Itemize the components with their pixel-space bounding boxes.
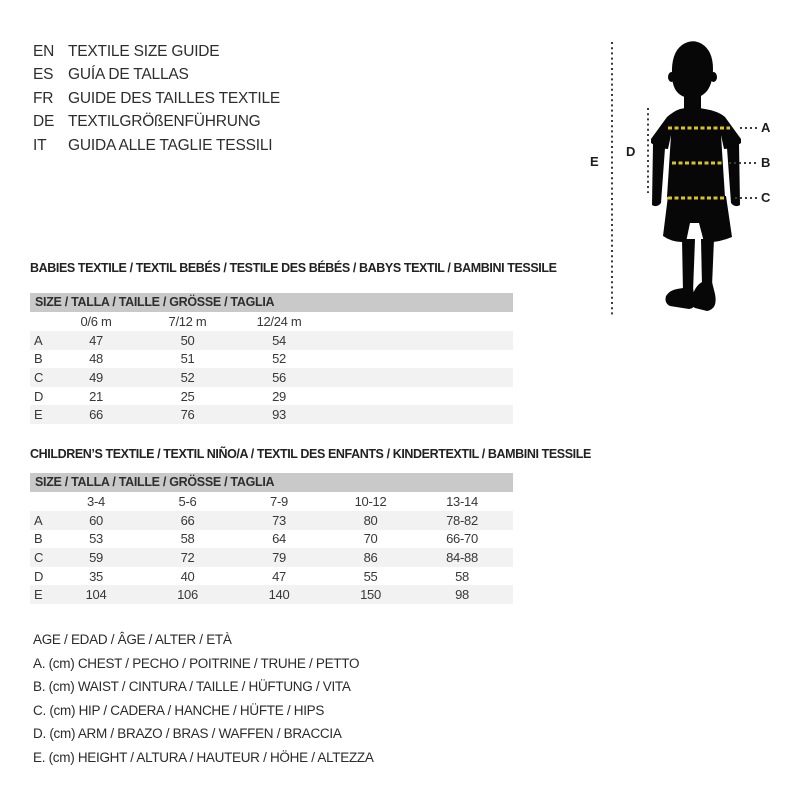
value-cell: 52 (180, 369, 195, 385)
value-cell: 72 (180, 549, 195, 565)
row-label-cell: B (34, 531, 43, 547)
measure-label-b: B (761, 155, 771, 170)
table-row (30, 567, 513, 586)
row-label-cell: C (34, 369, 44, 385)
row-label-cell: C (34, 549, 44, 565)
value-cell: 104 (85, 587, 107, 603)
column-header-cell: 5-6 (178, 494, 197, 509)
value-cell: 73 (272, 512, 286, 528)
table-row (30, 405, 513, 424)
table-row (30, 368, 513, 387)
language-title: TEXTILGRÖßENFÜHRUNG (68, 113, 261, 131)
table-row (30, 331, 513, 350)
measurement-legend (33, 628, 374, 769)
measure-label-d: D (626, 144, 636, 159)
row-label-cell: A (34, 512, 43, 528)
value-cell: 58 (455, 568, 469, 584)
language-code: ES (33, 66, 54, 84)
table-column-header-row (30, 492, 513, 511)
table-row (30, 350, 513, 369)
value-cell: 80 (363, 512, 378, 528)
value-cell: 60 (89, 512, 103, 528)
value-cell: 106 (177, 587, 198, 603)
measure-label-a: A (761, 120, 771, 135)
row-label-cell: A (34, 332, 43, 348)
column-header-cell: 7-9 (270, 494, 288, 509)
language-title: GUÍA DE TALLAS (68, 66, 189, 84)
value-cell: 66 (89, 407, 103, 423)
value-cell: 51 (180, 351, 195, 367)
value-cell: 53 (89, 531, 103, 547)
value-cell: 84-88 (446, 549, 478, 565)
language-row (33, 134, 280, 158)
language-code: EN (33, 42, 55, 60)
row-label-cell: B (34, 351, 43, 367)
value-cell: 29 (272, 388, 286, 404)
value-cell: 54 (272, 332, 286, 348)
legend-line: D. (cm) ARM / BRAZO / BRAS / WAFFEN / BRACCIA (33, 726, 342, 742)
row-label-cell: E (34, 587, 43, 603)
column-header-cell: 3-4 (87, 494, 105, 509)
value-cell: 50 (180, 332, 195, 348)
language-title: TEXTILE SIZE GUIDE (68, 42, 220, 60)
value-cell: 64 (272, 531, 286, 547)
column-header-cell: 12/24 m (256, 314, 302, 329)
value-cell: 21 (89, 388, 103, 404)
children-table-title: CHILDREN’S TEXTILE / TEXTIL NIÑO/A / TEXTIL DES ENFANTS / KINDERTEXTIL / BAMBINI TESSILE (30, 447, 591, 461)
child-silhouette (651, 41, 741, 311)
babies-size-table (30, 260, 557, 424)
babies-table-grid (30, 312, 513, 424)
legend-line: AGE / EDAD / ÂGE / ALTER / ETÀ (33, 632, 232, 648)
value-cell: 40 (180, 568, 195, 584)
value-cell: 140 (268, 587, 290, 603)
language-row (33, 87, 280, 111)
column-header-cell: 7/12 m (168, 314, 207, 329)
value-cell: 70 (363, 531, 378, 547)
legend-line: A. (cm) CHEST / PECHO / POITRINE / TRUHE / PETTO (33, 655, 360, 671)
measure-label-c: C (761, 190, 771, 205)
table-row (30, 585, 513, 604)
legend-line: B. (cm) WAIST / CINTURA / TAILLE / HÜFTUNG / VITA (33, 679, 351, 695)
child-silhouette-diagram (585, 25, 800, 325)
value-cell: 79 (272, 549, 286, 565)
value-cell: 66 (180, 512, 195, 528)
value-cell: 58 (180, 531, 195, 547)
value-cell: 35 (89, 568, 103, 584)
value-cell: 78-82 (446, 512, 478, 528)
value-cell: 86 (363, 549, 378, 565)
language-row (33, 111, 280, 135)
column-header-cell: 10-12 (354, 494, 387, 509)
babies-table-header-bar: SIZE / TALLA / TAILLE / GRÖSSE / TAGLIA (30, 293, 513, 312)
value-cell: 93 (272, 407, 286, 423)
table-row (30, 387, 513, 406)
language-list (33, 40, 280, 158)
legend-line: C. (cm) HIP / CADERA / HANCHE / HÜFTE / HIPS (33, 702, 325, 718)
language-title: GUIDA ALLE TAGLIE TESSILI (68, 136, 273, 154)
value-cell: 55 (363, 568, 378, 584)
value-cell: 59 (89, 549, 103, 565)
language-code: IT (33, 136, 47, 154)
value-cell: 98 (455, 587, 469, 603)
row-label-cell: E (34, 407, 43, 423)
legend-line: E. (cm) HEIGHT / ALTURA / HAUTEUR / HÖHE / ALTEZZA (33, 749, 374, 765)
language-code: FR (33, 89, 54, 107)
table-row (30, 511, 513, 530)
value-cell: 48 (89, 351, 103, 367)
table-column-header-row (30, 312, 513, 331)
value-cell: 49 (89, 369, 103, 385)
value-cell: 52 (272, 351, 286, 367)
value-cell: 47 (272, 568, 286, 584)
column-header-cell: 13-14 (446, 494, 478, 509)
row-label-cell: D (34, 568, 44, 584)
value-cell: 150 (360, 587, 381, 603)
value-cell: 66-70 (446, 531, 478, 547)
measurement-figure (585, 25, 800, 325)
column-header-cell: 0/6 m (80, 314, 112, 329)
measure-label-e: E (590, 154, 599, 169)
language-row (33, 40, 280, 64)
children-table-grid (30, 492, 513, 604)
value-cell: 47 (89, 332, 103, 348)
table-row (30, 548, 513, 567)
table-row (30, 530, 513, 549)
children-size-table (30, 446, 591, 604)
children-table-header-bar: SIZE / TALLA / TAILLE / GRÖSSE / TAGLIA (30, 473, 513, 492)
babies-table-title: BABIES TEXTILE / TEXTIL BEBÉS / TESTILE DES BÉBÉS / BABYS TEXTIL / BAMBINI TESSILE (30, 261, 557, 275)
row-label-cell: D (34, 388, 44, 404)
value-cell: 25 (180, 388, 195, 404)
language-row (33, 64, 280, 88)
language-code: DE (33, 113, 55, 131)
value-cell: 56 (272, 369, 286, 385)
value-cell: 76 (180, 407, 195, 423)
language-title: GUIDE DES TAILLES TEXTILE (68, 89, 281, 107)
